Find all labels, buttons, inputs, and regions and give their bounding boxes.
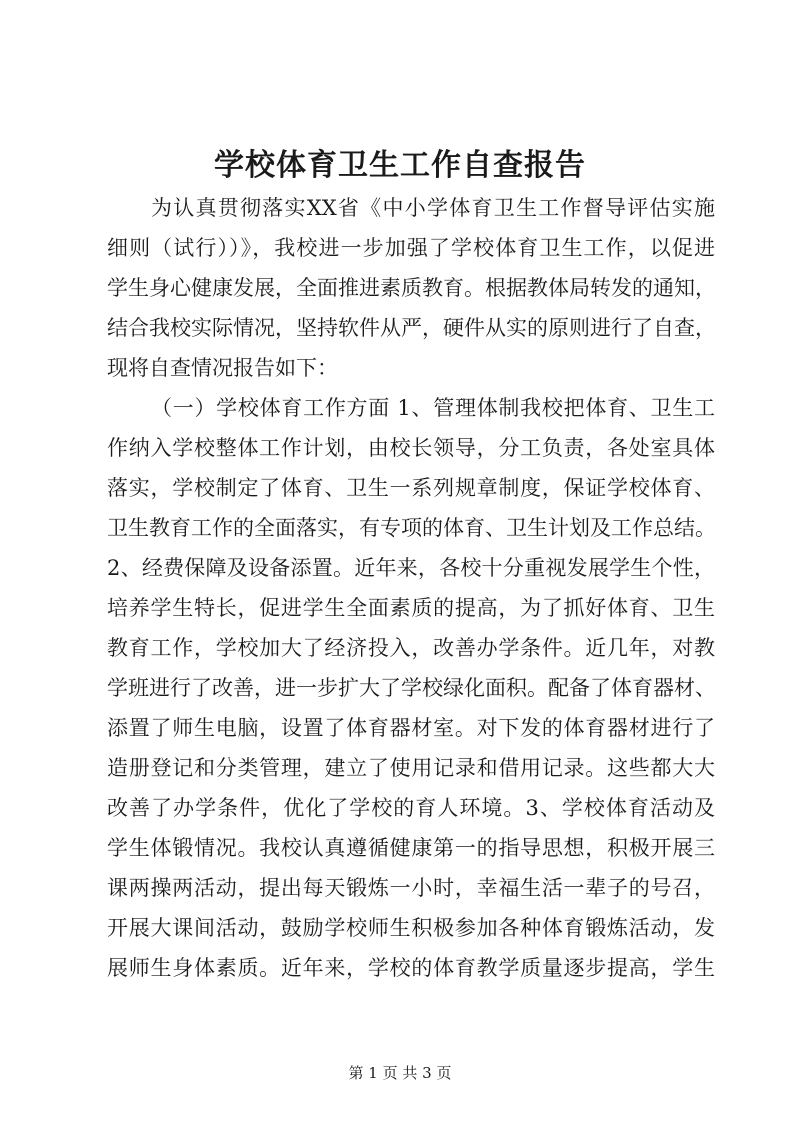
text-line: 培养学生特长，促进学生全面素质的提高，为了抓好体育、卫生 (107, 596, 715, 620)
text-line: 添置了师生电脑，设置了体育器材室。对下发的体育器材进行了 (107, 716, 715, 740)
text-line: （一）学校体育工作方面 1、管理体制我校把体育、卫生工 (151, 396, 715, 420)
paragraph-intro (107, 188, 715, 388)
text-line: 细则（试行））》，我校进一步加强了学校体育卫生工作，以促进 (107, 236, 715, 260)
text-line: 展师生身体素质。近年来，学校的体育教学质量逐步提高，学生 (107, 956, 715, 980)
text-line: 造册登记和分类管理，建立了使用记录和借用记录。这些都大大 (107, 756, 715, 780)
text-line: 2、经费保障及设备添置。近年来，各校十分重视发展学生个性， (107, 556, 715, 580)
text-line: 改善了办学条件，优化了学校的育人环境。3、学校体育活动及 (107, 796, 715, 820)
text-line: 学生身心健康发展，全面推进素质教育。根据教体局转发的通知， (107, 276, 716, 300)
document-title: 学校体育卫生工作自查报告 (214, 148, 586, 183)
text-line: 学生体锻情况。我校认真遵循健康第一的指导思想，积极开展三 (107, 836, 715, 860)
text-line: 为认真贯彻落实XX省《中小学体育卫生工作督导评估实施 (151, 196, 715, 220)
document-body (107, 188, 715, 988)
text-line: 学班进行了改善，进一步扩大了学校绿化面积。配备了体育器材、 (107, 676, 716, 700)
text-line: 卫生教育工作的全面落实，有专项的体育、卫生计划及工作总结。 (107, 516, 716, 540)
text-line: 开展大课间活动，鼓励学校师生积极参加各种体育锻炼活动，发 (107, 916, 715, 940)
text-line: 作纳入学校整体工作计划，由校长领导，分工负责，各处室具体 (107, 436, 715, 460)
text-line: 现将自查情况报告如下： (107, 356, 338, 380)
page-footer: 第 1 页 共 3 页 (348, 1064, 452, 1082)
text-line: 教育工作，学校加大了经济投入，改善办学条件。近几年，对教 (107, 636, 715, 660)
text-line: 落实，学校制定了体育、卫生一系列规章制度，保证学校体育、 (107, 476, 715, 500)
paragraph-sports-work (107, 388, 715, 988)
text-line: 课两操两活动，提出每天锻炼一小时，幸福生活一辈子的号召， (107, 876, 715, 900)
text-line: 结合我校实际情况，坚持软件从严，硬件从实的原则进行了自查， (107, 316, 716, 340)
